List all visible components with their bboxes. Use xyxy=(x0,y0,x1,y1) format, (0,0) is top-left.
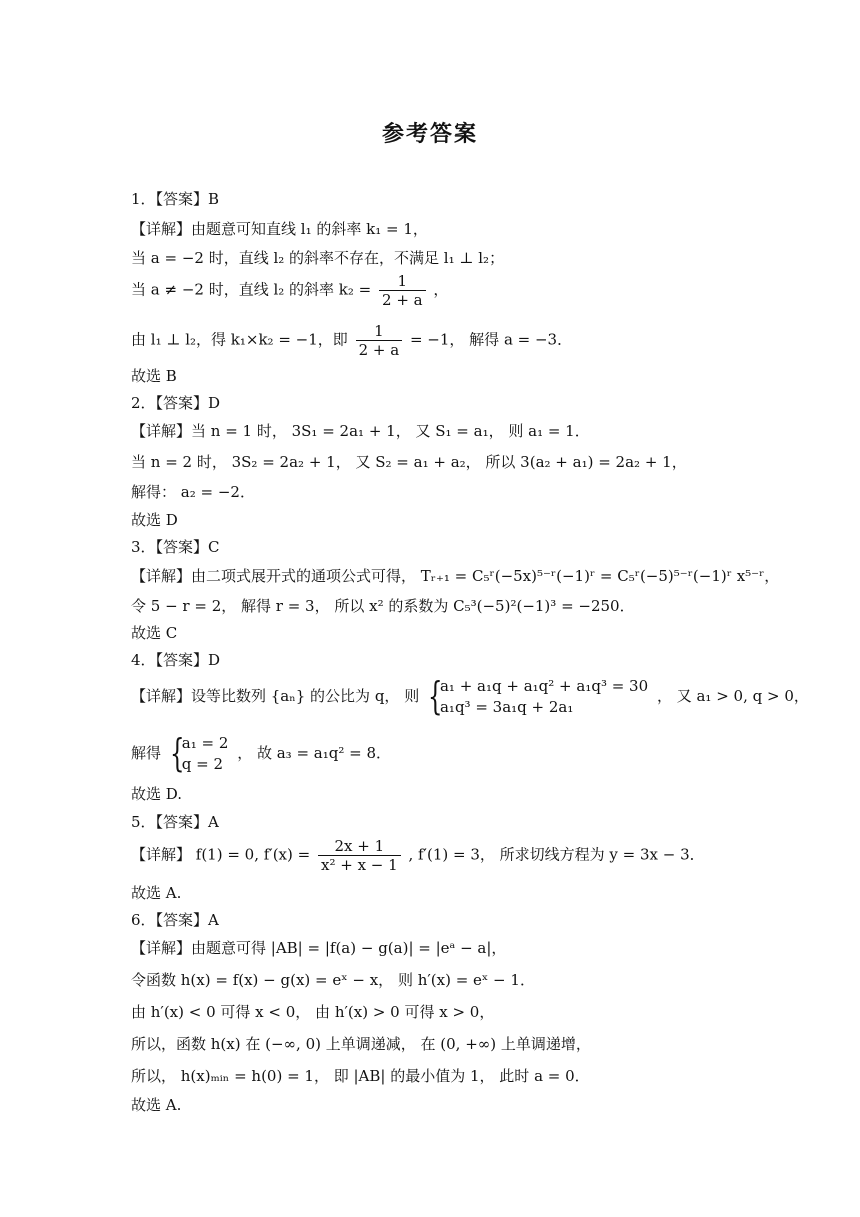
q5-intro-text: 【详解】 f(1) = 0, f′(x) = xyxy=(131,845,311,864)
fraction xyxy=(379,272,426,309)
equation-row: a₁ + a₁q + a₁q² + a₁q³ = 30 xyxy=(439,677,649,695)
q2-explanation-line: 当 n = 2 时， 3S₂ = 2a₂ + 1， 又 S₂ = a₁ + a₂， 所以 3(a₂ + a₁) = 2a₂ + 1， xyxy=(131,453,687,471)
q3-explanation-line: 【详解】由二项式展开式的通项公式可得， Tᵣ₊₁ = C₅ʳ(−5x)⁵⁻ʳ(−1)ʳ = C₅ʳ(−5)⁵⁻ʳ(−1)ʳ x⁵⁻ʳ， xyxy=(131,567,780,585)
brace: { xyxy=(169,731,185,775)
equation-row: q = 2 xyxy=(181,755,224,773)
fraction-denominator: 2 + a xyxy=(382,291,423,309)
fraction-denominator: 2 + a xyxy=(358,341,400,359)
q3-explanation-line: 令 5 − r = 2， 解得 r = 3， 所以 x² 的系数为 C₅³(−5)²(−1)³ = −250． xyxy=(131,597,635,615)
q5-conclusion: 故选 A. xyxy=(131,884,182,902)
q3-conclusion: 故选 C xyxy=(131,624,178,642)
q5-answer: 5．【答案】A xyxy=(131,813,219,831)
q2-conclusion: 故选 D xyxy=(131,511,178,529)
q1-conclusion: 故选 B xyxy=(131,367,177,385)
q6-explanation-line: 令函数 h(x) = f(x) − g(x) = eˣ − x， 则 h′(x) = eˣ − 1． xyxy=(131,971,535,989)
fraction-numerator: 1 xyxy=(356,322,403,341)
q6-explanation-line: 所以， h(x)ₘᵢₙ = h(0) = 1， 即 |AB| 的最小值为 1， 此时 a = 0． xyxy=(131,1067,590,1085)
q1-eq-tail: = −1， 解得 a = −3． xyxy=(409,330,573,349)
q2-explanation-line: 解得： a₂ = −2． xyxy=(131,483,255,501)
q4-explanation-line xyxy=(131,733,391,775)
q1-k2-text: 当 a ≠ −2 时，直线 l₂ 的斜率 k₂ = xyxy=(131,280,372,299)
fraction-numerator: 1 xyxy=(379,272,426,291)
fraction xyxy=(318,837,401,874)
q4-solve-text: 解得 xyxy=(131,744,162,762)
q2-explanation-line: 【详解】当 n = 1 时， 3S₁ = 2a₁ + 1， 又 S₁ = a₁， 则 a₁ = 1． xyxy=(131,422,590,440)
q4-intro-text: 【详解】设等比数列 {aₙ} 的公比为 q， 则 xyxy=(131,687,420,705)
q4-explanation-line xyxy=(131,676,809,718)
equation-system xyxy=(170,733,229,775)
q6-conclusion: 故选 A. xyxy=(131,1096,182,1114)
q6-answer: 6．【答案】A xyxy=(131,911,219,929)
q1-answer: 1．【答案】B xyxy=(131,190,220,208)
q6-explanation-line: 由 h′(x) < 0 可得 x < 0， 由 h′(x) > 0 可得 x > 0， xyxy=(131,1003,495,1021)
fraction-numerator: 2x + 1 xyxy=(318,837,401,856)
equation-row: a₁ = 2 xyxy=(181,734,229,752)
equation-system xyxy=(428,676,648,718)
fraction-denominator: x² + x − 1 xyxy=(321,856,398,874)
q4-result-tail: ， 故 a₃ = a₁q² = 8． xyxy=(237,744,392,762)
q1-k2-tail: ， xyxy=(433,280,449,299)
q1-explanation-line: 【详解】由题意可知直线 l₁ 的斜率 k₁ = 1， xyxy=(131,220,428,238)
equation-row: a₁q³ = 3a₁q + 2a₁ xyxy=(439,698,574,716)
page-title: 参考答案 xyxy=(381,122,478,147)
q1-perp-text: 由 l₁ ⊥ l₂，得 k₁×k₂ = −1，即 xyxy=(131,330,348,349)
fraction xyxy=(356,322,403,359)
brace: { xyxy=(427,674,443,718)
q1-explanation-line xyxy=(131,272,448,309)
q4-conclusion: 故选 D. xyxy=(131,785,183,803)
q1-explanation-line: 当 a = −2 时，直线 l₂ 的斜率不存在，不满足 l₁ ⊥ l₂； xyxy=(131,249,505,267)
q1-explanation-line xyxy=(131,322,572,359)
q5-explanation-line xyxy=(131,837,705,874)
q6-explanation-line: 【详解】由题意可得 |AB| = |f(a) − g(a)| = |eᵃ − a|， xyxy=(131,939,507,957)
q5-tail: , f′(1) = 3， 所求切线方程为 y = 3x − 3． xyxy=(408,845,705,864)
q4-condition-tail: ， 又 a₁ > 0, q > 0， xyxy=(656,687,809,705)
q6-explanation-line: 所以，函数 h(x) 在 (−∞, 0) 上单调递减， 在 (0, +∞) 上单调递增， xyxy=(131,1035,591,1053)
q3-answer: 3．【答案】C xyxy=(131,538,220,556)
q4-answer: 4．【答案】D xyxy=(131,651,221,669)
q2-answer: 2．【答案】D xyxy=(131,394,221,412)
